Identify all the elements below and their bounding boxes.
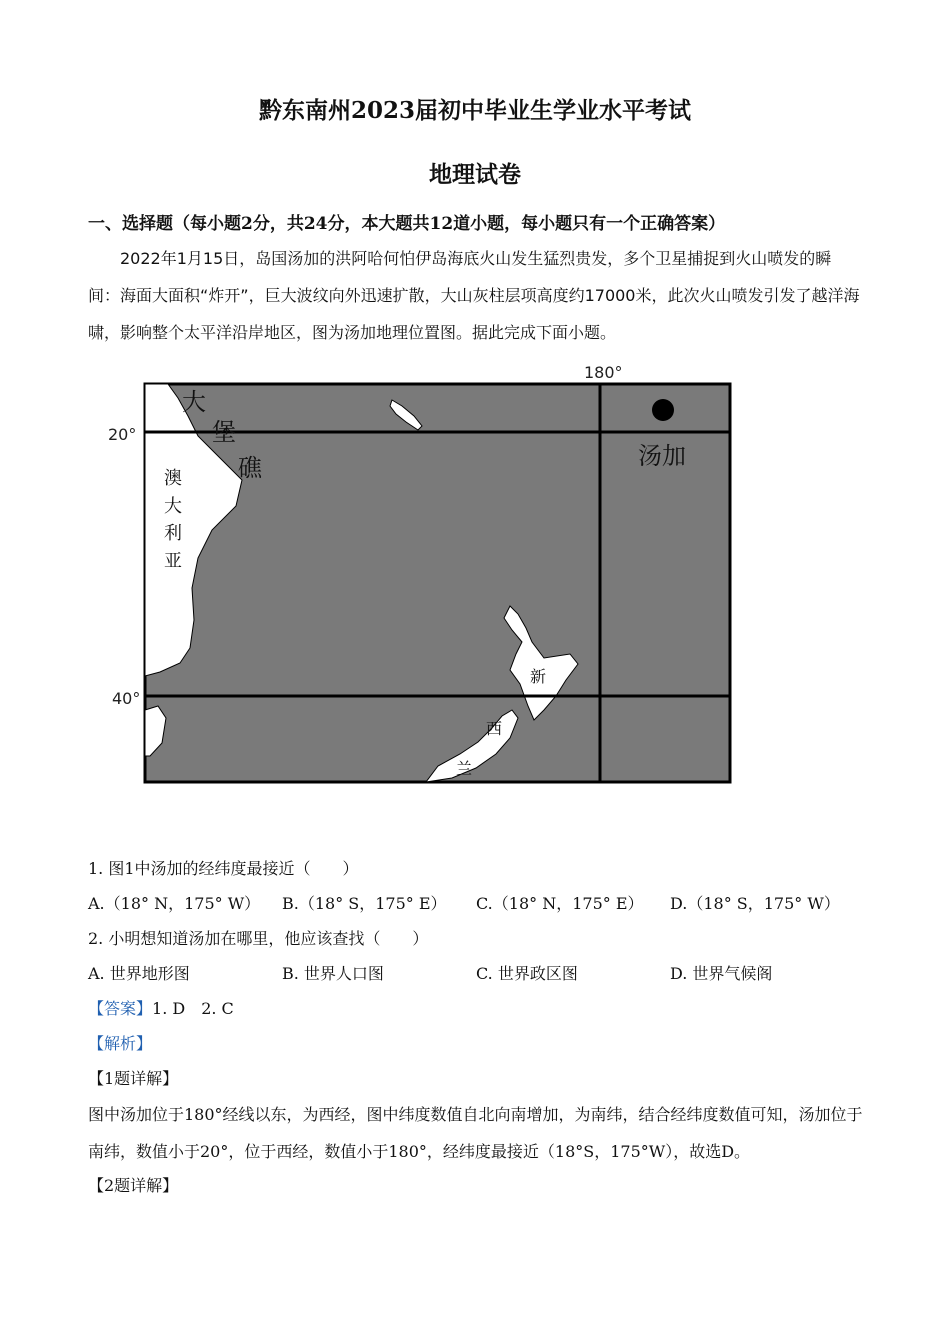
- q1-option-b: B.（18° S，175° E）: [282, 894, 447, 913]
- nz-label-3: 兰: [456, 759, 473, 778]
- australia-label-4: 亚: [164, 551, 182, 572]
- latitude-20-label: 20°: [108, 425, 137, 444]
- tonga-label: 汤加: [638, 442, 686, 470]
- answer-tag: 【答案】: [88, 999, 153, 1018]
- q1-option-d: D.（18° S，175° W）: [670, 894, 840, 913]
- question-1-stem: 1. 图1中汤加的经纬度最接近（ ）: [88, 859, 359, 878]
- exam-subtitle: 地理试卷: [429, 161, 521, 188]
- section-heading: 一、选择题（每小题2分，共24分，本大题共12道小题，每小题只有一个正确答案）: [88, 214, 726, 234]
- q1-option-c: C.（18° N，175° E）: [476, 894, 644, 913]
- answer-line: [88, 996, 234, 1019]
- q2-option-b: B. 世界人口图: [282, 964, 384, 983]
- q2-option-a: A. 世界地形图: [88, 964, 190, 983]
- q1-detail-text: 图中汤加位于180°经线以东，为西经，图中纬度数值自北向南增加，为南纬，结合经纬度数值可知，汤加位于南纬，数值小于20°，位于西经，数值小于180°，经纬度最接近（18°S，175°W），故选D。: [88, 1105, 863, 1161]
- q2-detail-heading: 【2题详解】: [88, 1176, 179, 1195]
- exam-title: 黔东南州2023届初中毕业生学业水平考试: [258, 97, 691, 124]
- q1-option-a: A.（18° N，175° W）: [88, 894, 261, 913]
- longitude-180-label: 180°: [584, 363, 623, 382]
- intro-paragraph: [88, 240, 863, 351]
- australia-label-1: 澳: [164, 468, 182, 489]
- tonga-location-map: [100, 358, 750, 798]
- question-2-stem: 2. 小明想知道汤加在哪里，他应该查找（ ）: [88, 929, 429, 948]
- nz-label-1: 新: [530, 667, 547, 686]
- reef-label-2: 堡: [212, 418, 236, 446]
- analysis-tag: 【解析】: [88, 1034, 153, 1053]
- australia-label-3: 利: [164, 523, 182, 544]
- australia-label-2: 大: [164, 496, 182, 517]
- question-2-options: [0, 961, 950, 985]
- intro-text: 2022年1月15日，岛国汤加的洪阿哈何怕伊岛海底火山发生猛烈贵发，多个卫星捕捉到火山喷发的瞬间：海面大面积“炸开”，巨大波纹向外迅速扩散，大山灰柱层项高度约17000米，此次火山喷发引发了越洋海啸，影响整个太平洋沿岸地区，图为汤加地理位置图。据此完成下面小题。: [88, 249, 860, 342]
- nz-label-2: 西: [486, 719, 503, 738]
- q2-option-d: D. 世界气候阁: [670, 964, 773, 983]
- answer-text: 1. D 2. C: [152, 999, 234, 1018]
- latitude-40-label: 40°: [112, 689, 141, 708]
- question-1-options: [0, 891, 950, 915]
- tonga-marker: [652, 399, 674, 421]
- reef-label-1: 大: [182, 388, 206, 416]
- q2-option-c: C. 世界政区图: [476, 964, 578, 983]
- reef-label-3: 礁: [238, 454, 262, 482]
- q1-detail-heading: 【1题详解】: [88, 1069, 179, 1088]
